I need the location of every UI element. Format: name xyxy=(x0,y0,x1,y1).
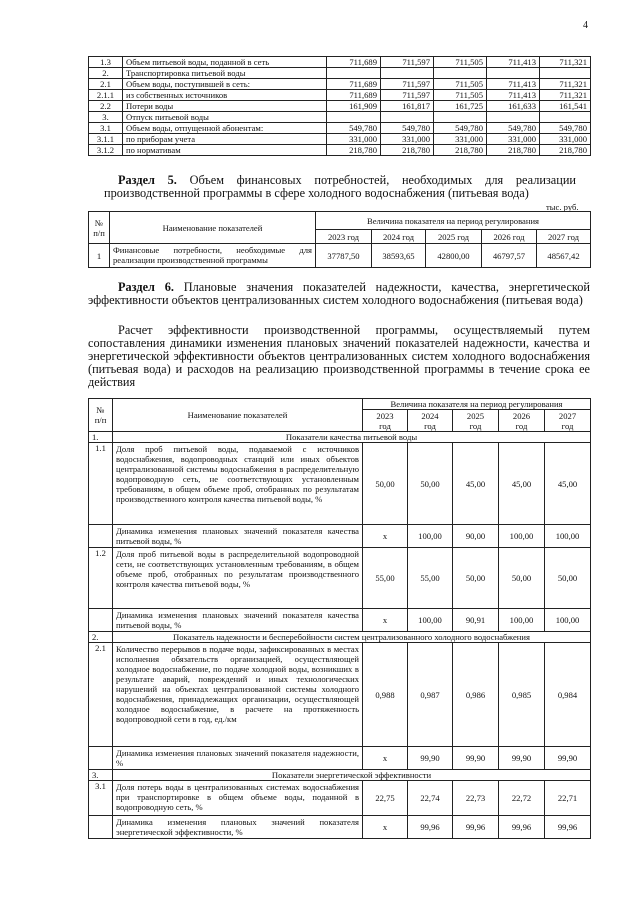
indicator-number: 1.1 xyxy=(89,443,113,525)
row-value: 711,505 xyxy=(434,57,487,68)
finance-table xyxy=(88,211,591,268)
row-value: 161,909 xyxy=(327,101,381,112)
top-table-row xyxy=(89,134,591,145)
indicator-value: 100,00 xyxy=(545,609,591,632)
indicator-number: 2.1 xyxy=(89,643,113,747)
indicator-row xyxy=(89,816,591,839)
group-row xyxy=(89,432,591,443)
row-name: по нормативам xyxy=(123,145,327,156)
row-value: 711,597 xyxy=(381,57,434,68)
finance-row-n: 1 xyxy=(89,244,110,268)
group-title: Показатели качества питьевой воды xyxy=(113,432,591,443)
indicator-value: 99,96 xyxy=(453,816,499,839)
section5-heading xyxy=(104,174,576,200)
row-name: Объем воды, отпущенной абонентам: xyxy=(123,123,327,134)
year-value: 2026 xyxy=(512,410,531,421)
row-value: 711,597 xyxy=(381,79,434,90)
row-value: 711,689 xyxy=(327,90,381,101)
year-value: 2027 xyxy=(558,410,577,421)
indicator-value: 50,00 xyxy=(499,548,545,609)
finance-value: 42800,00 xyxy=(426,244,482,268)
finance-value: 38593,65 xyxy=(372,244,426,268)
indicator-value: х xyxy=(363,609,408,632)
section6-heading xyxy=(88,281,590,307)
indicator-value: 50,00 xyxy=(408,443,453,525)
group-number: 1. xyxy=(89,432,113,443)
indicator-row xyxy=(89,548,591,609)
year-suffix: год xyxy=(469,420,482,431)
indicator-value: 50,00 xyxy=(453,548,499,609)
indicator-name: Динамика изменения плановых значений показателя качества питьевой воды, % xyxy=(113,609,363,632)
indicator-name: Доля потерь воды в централизованных системах водоснабжения при транспортировке в общем объеме воды, поданной в водопроводную сеть, % xyxy=(113,781,363,816)
indicator-row xyxy=(89,609,591,632)
indicator-value: 99,90 xyxy=(408,747,453,770)
year-value: 2023 xyxy=(376,410,394,421)
indicator-value: 50,00 xyxy=(545,548,591,609)
indicator-value: 22,71 xyxy=(545,781,591,816)
finance-head-name: Наименование показателей xyxy=(110,212,316,244)
row-value: 711,413 xyxy=(487,90,540,101)
finance-year: 2024 год xyxy=(372,230,426,244)
top-table-row xyxy=(89,57,591,68)
indicator-value: 100,00 xyxy=(499,609,545,632)
finance-value: 48567,42 xyxy=(537,244,591,268)
row-value: 711,413 xyxy=(487,57,540,68)
indicator-value: 55,00 xyxy=(408,548,453,609)
indicators-year xyxy=(545,410,591,432)
row-value: 711,321 xyxy=(540,79,591,90)
indicator-value: 99,96 xyxy=(408,816,453,839)
row-value: 711,321 xyxy=(540,90,591,101)
year-suffix: год xyxy=(424,420,436,431)
row-value: 711,321 xyxy=(540,57,591,68)
group-number: 3. xyxy=(89,770,113,781)
row-name: Потери воды xyxy=(123,101,327,112)
year-suffix: год xyxy=(561,420,574,431)
indicator-row xyxy=(89,525,591,548)
finance-year: 2027 год xyxy=(537,230,591,244)
group-number: 2. xyxy=(89,632,113,643)
row-value: 331,000 xyxy=(487,134,540,145)
top-table-row xyxy=(89,90,591,101)
section6-label: Раздел 6. xyxy=(118,280,174,294)
indicator-value: 99,96 xyxy=(545,816,591,839)
group-title: Показатели энергетической эффективности xyxy=(113,770,591,781)
top-table-row xyxy=(89,123,591,134)
finance-year: 2023 год xyxy=(316,230,372,244)
top-table xyxy=(88,56,591,156)
row-value: 161,725 xyxy=(434,101,487,112)
finance-year: 2026 год xyxy=(482,230,537,244)
section6-paragraph: Расчет эффективности производственной программы, осуществляемый путем сопоставления динамики изменения плановых значений показателей надежности, качества и энергетической эффективности объектов централизованных систем холодного водоснабжения (питьевая вода) и расходов на реализацию производственной программы в течение срока ее действия xyxy=(88,323,590,389)
indicators-year xyxy=(453,410,499,432)
indicator-value: 99,90 xyxy=(499,747,545,770)
row-value: 161,633 xyxy=(487,101,540,112)
indicator-value: 45,00 xyxy=(453,443,499,525)
row-value: 161,541 xyxy=(540,101,591,112)
indicator-name: Динамика изменения плановых значений показателя надежности, % xyxy=(113,747,363,770)
row-value xyxy=(487,112,540,123)
indicator-name: Доля проб питьевой воды в распределительной водопроводной сети, не соответствующих установленным требованиям, в общем объеме проб, отобранных по результатам производственного контроля качества питьевой воды, % xyxy=(113,548,363,609)
indicator-row xyxy=(89,747,591,770)
row-value: 218,780 xyxy=(327,145,381,156)
indicator-value: х xyxy=(363,525,408,548)
row-value: 161,817 xyxy=(381,101,434,112)
row-name: Отпуск питьевой воды xyxy=(123,112,327,123)
indicator-value: 100,00 xyxy=(408,525,453,548)
indicator-value: 99,90 xyxy=(453,747,499,770)
indicator-value: 100,00 xyxy=(499,525,545,548)
indicators-head-n: № п/п xyxy=(89,399,113,432)
indicator-value: 0,985 xyxy=(499,643,545,747)
row-number: 3. xyxy=(89,112,123,123)
row-name: Объем питьевой воды, поданной в сеть xyxy=(123,57,327,68)
year-value: 2025 xyxy=(466,410,485,421)
row-number: 2.2 xyxy=(89,101,123,112)
indicator-value: 100,00 xyxy=(408,609,453,632)
indicators-head-period: Величина показателя на период регулирования xyxy=(363,399,591,410)
indicator-number xyxy=(89,609,113,632)
finance-head-period: Величина показателя на период регулирования xyxy=(316,212,591,230)
finance-value: 37787,50 xyxy=(316,244,372,268)
finance-head-n: № п/п xyxy=(89,212,110,244)
row-value: 218,780 xyxy=(487,145,540,156)
row-value: 549,780 xyxy=(487,123,540,134)
indicators-year xyxy=(363,410,408,432)
indicator-value: х xyxy=(363,816,408,839)
indicator-value: 22,72 xyxy=(499,781,545,816)
row-name: Транспортировка питьевой воды xyxy=(123,68,327,79)
top-table-row xyxy=(89,145,591,156)
indicator-value: 50,00 xyxy=(363,443,408,525)
row-value: 331,000 xyxy=(327,134,381,145)
row-value: 549,780 xyxy=(540,123,591,134)
row-number: 2.1 xyxy=(89,79,123,90)
row-value: 711,689 xyxy=(327,79,381,90)
group-row xyxy=(89,632,591,643)
indicator-number xyxy=(89,747,113,770)
indicator-number xyxy=(89,525,113,548)
row-number: 2. xyxy=(89,68,123,79)
year-suffix: год xyxy=(515,420,528,431)
row-value: 711,597 xyxy=(381,90,434,101)
group-title: Показатель надежности и бесперебойности систем централизованного холодного водоснабжения xyxy=(113,632,591,643)
indicator-number: 1.2 xyxy=(89,548,113,609)
indicators-table xyxy=(88,398,591,839)
row-number: 3.1.2 xyxy=(89,145,123,156)
indicator-value: 45,00 xyxy=(545,443,591,525)
indicator-number: 3.1 xyxy=(89,781,113,816)
indicator-value: 0,984 xyxy=(545,643,591,747)
row-value: 549,780 xyxy=(327,123,381,134)
row-value: 711,505 xyxy=(434,90,487,101)
section5-unit: тыс. руб. xyxy=(546,202,579,212)
page-number: 4 xyxy=(583,20,588,31)
indicator-value: 99,90 xyxy=(545,747,591,770)
row-value: 331,000 xyxy=(381,134,434,145)
year-value: 2024 xyxy=(421,410,439,421)
row-name: из собственных источников xyxy=(123,90,327,101)
indicator-value: 99,96 xyxy=(499,816,545,839)
indicator-value: 22,75 xyxy=(363,781,408,816)
indicator-value: 0,988 xyxy=(363,643,408,747)
indicator-name: Доля проб питьевой воды, подаваемой с источников водоснабжения, водопроводных станций или иных объектов централизованной системы водоснабжения в распределительную водопроводную сеть, не соответствующих установленным требованиям, в общем объеме проб, отобранных по результатам производственного контроля качества питьевой воды, % xyxy=(113,443,363,525)
row-value xyxy=(381,112,434,123)
row-value xyxy=(540,68,591,79)
row-name: по приборам учета xyxy=(123,134,327,145)
finance-year: 2025 год xyxy=(426,230,482,244)
top-table-row xyxy=(89,68,591,79)
indicators-year xyxy=(499,410,545,432)
indicator-value: 45,00 xyxy=(499,443,545,525)
row-value xyxy=(540,112,591,123)
indicator-value: 100,00 xyxy=(545,525,591,548)
indicator-value: 0,987 xyxy=(408,643,453,747)
indicators-year xyxy=(408,410,453,432)
indicator-value: 22,73 xyxy=(453,781,499,816)
indicator-value: 55,00 xyxy=(363,548,408,609)
top-table-row xyxy=(89,79,591,90)
row-value: 331,000 xyxy=(540,134,591,145)
indicator-number xyxy=(89,816,113,839)
section5-label: Раздел 5. xyxy=(118,173,177,187)
row-value xyxy=(381,68,434,79)
row-number: 2.1.1 xyxy=(89,90,123,101)
indicator-value: 90,00 xyxy=(453,525,499,548)
indicator-value: 90,91 xyxy=(453,609,499,632)
group-row xyxy=(89,770,591,781)
row-value xyxy=(327,68,381,79)
row-value xyxy=(487,68,540,79)
row-value: 218,780 xyxy=(540,145,591,156)
row-value: 711,689 xyxy=(327,57,381,68)
row-value: 218,780 xyxy=(434,145,487,156)
top-table-row xyxy=(89,101,591,112)
indicator-name: Динамика изменения плановых значений показателя качества питьевой воды, % xyxy=(113,525,363,548)
row-value xyxy=(434,68,487,79)
row-value: 331,000 xyxy=(434,134,487,145)
indicator-row xyxy=(89,643,591,747)
row-value: 549,780 xyxy=(434,123,487,134)
indicator-row xyxy=(89,443,591,525)
row-value: 218,780 xyxy=(381,145,434,156)
section6-text: Плановые значения показателей надежности, качества, энергетической эффективности объектов централизованных систем холодного водоснабжения (питьевая вода) xyxy=(88,280,590,307)
finance-value: 46797,57 xyxy=(482,244,537,268)
top-table-row xyxy=(89,112,591,123)
indicator-name: Динамика изменения плановых значений показателя энергетической эффективности, % xyxy=(113,816,363,839)
row-value: 549,780 xyxy=(381,123,434,134)
row-value xyxy=(434,112,487,123)
section5-text: Объем финансовых потребностей, необходимых для реализации производственной программы в сфере холодного водоснабжения (питьевая вода) xyxy=(104,173,576,200)
indicator-value: х xyxy=(363,747,408,770)
year-suffix: год xyxy=(379,420,391,431)
indicator-row xyxy=(89,781,591,816)
row-name: Объем воды, поступившей в сеть: xyxy=(123,79,327,90)
row-number: 1.3 xyxy=(89,57,123,68)
row-value: 711,505 xyxy=(434,79,487,90)
indicator-name: Количество перерывов в подаче воды, зафиксированных в местах исполнения обязательств организацией, осуществляющей холодное водоснабжение, по подаче холодной воды, возникших в результате аварий, повреждений и иных технологических нарушений на объектах централизованной системы холодного водоснабжения, принадлежащих организации, осуществляющей холодное водоснабжение, в расчете на протяженность водопроводной сети в год, ед./км xyxy=(113,643,363,747)
indicator-value: 22,74 xyxy=(408,781,453,816)
row-number: 3.1.1 xyxy=(89,134,123,145)
indicator-value: 0,986 xyxy=(453,643,499,747)
row-value: 711,413 xyxy=(487,79,540,90)
row-value xyxy=(327,112,381,123)
row-number: 3.1 xyxy=(89,123,123,134)
finance-row-name: Финансовые потребности, необходимые для реализации производственной программы xyxy=(110,244,316,268)
indicators-head-name: Наименование показателей xyxy=(113,399,363,432)
